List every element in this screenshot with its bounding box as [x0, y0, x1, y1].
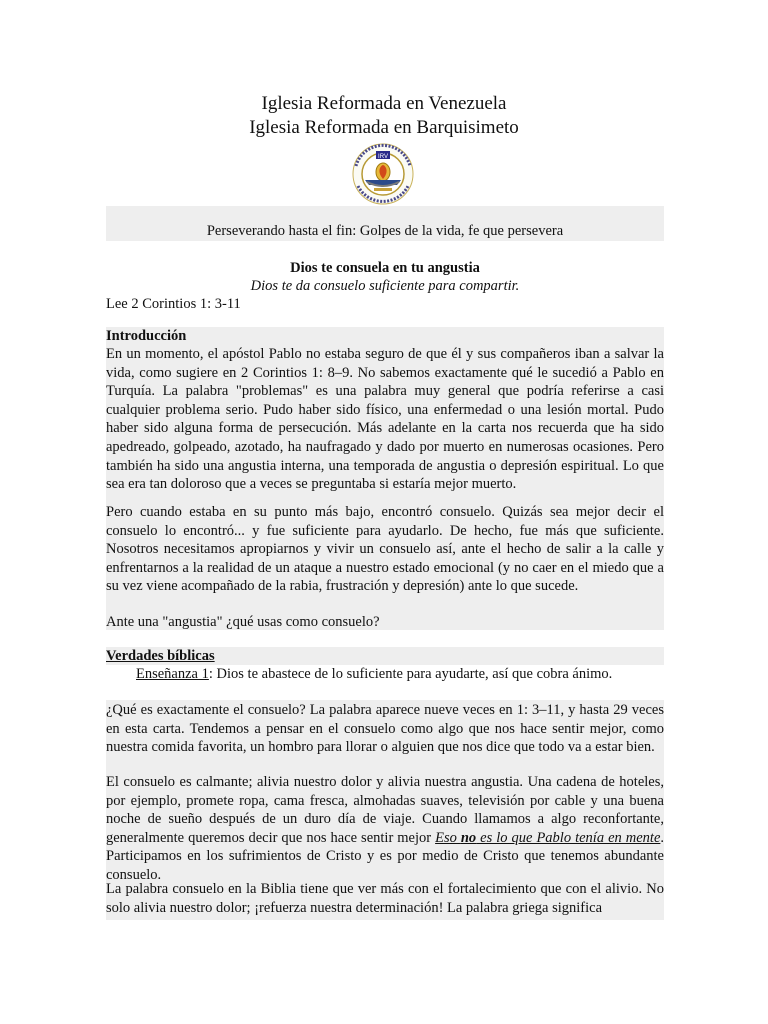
lesson-1-text: : Dios te abastece de lo suficiente para ayudarte, así que cobra ánimo.: [208, 666, 613, 682]
church-name-line-1: Iglesia Reformada en Venezuela: [261, 93, 507, 114]
emphasis-no: no: [460, 829, 477, 846]
intro-heading: Introducción: [106, 328, 187, 344]
intro-paragraph-2: Pero cuando estaba en su punto más bajo, encontró consuelo. Quizás sea mejor decir el consuelo lo encontró... y fue suficiente para ayudarlo. De hecho, fue más que suficiente. Nosotros necesitamos apropiarnos y vivir un consuelo así, ante el hecho de salir a la calle y enfrentarnos a la realidad de un ataque a nuestro estado emocional (y no caer en el miedo que a su vez viene acompañado de la rabia, frustración y depresión) ante lo que sucede.: [106, 504, 664, 595]
series-title: Perseverando hasta el fin: Golpes de la vida, fe que persevera: [206, 223, 564, 239]
church-name-line-2: Iglesia Reformada en Barquisimeto: [249, 117, 519, 138]
emphasis-part-2: es lo que Pablo tenía en mente: [476, 829, 661, 846]
church-seal-logo: [350, 142, 416, 206]
lesson-1: [106, 665, 664, 684]
intro-paragraph-1: En un momento, el apóstol Pablo no estaba seguro de que él y sus compañeros iban a salvar la vida, como sugiere en 2 Corintios 1: 8–9. No sabemos exactamente qué le sucedió a Pablo en Turquía. La palabra "problemas" es una palabra muy general que podría referirse a casi cualquier problema serio. Pudo haber sido físico, una enfermedad o una lesión mortal. Pudo haber sido alguna forma de persecución. Más adelante en la carta nos recuerda que ha sido apedreado, golpeado, azotado, ha naufragado y dado por muerto en numerosas ocasiones. Pero también ha sido una angustia interna, una temporada de angustia o depresión espiritual. Lo que sea era tan doloroso que a veces se preguntaba si estaría mejor muerto.: [106, 346, 664, 493]
truths-paragraph-3: La palabra consuelo en la Biblia tiene que ver más con el fortalecimiento que con el alivio. No solo alivia nuestro dolor; ¡refuerza nuestra determinación! La palabra griega significa: [106, 881, 664, 916]
truths-paragraph-2-start: El consuelo es calmante; alivia nuestro dolor y alivia nuestra angustia. Una cadena de hoteles, por ejemplo, promete ropa, cama fresca, almohadas suaves, televisión por cable y una buena noche de sueño después de un duro día de viaje. Cuando llamamos a algo reconfortante, generalmente queremos decir que nos hace sentir mejor: [106, 774, 664, 846]
sermon-subtitle: Dios te da consuelo suficiente para compartir.: [250, 278, 520, 294]
intro-question: Ante una "angustia" ¿qué usas como consuelo?: [106, 614, 380, 630]
sermon-title: Dios te consuela en tu angustia: [290, 260, 480, 276]
truths-paragraph-2-end: . Participamos en los sufrimientos de Cristo y es por medio de Cristo que tenemos abundante consuelo.: [106, 829, 664, 883]
emphasis-part-1: Eso: [435, 829, 461, 846]
scripture-reading: Lee 2 Corintios 1: 3-11: [106, 296, 241, 312]
lesson-1-label: Enseñanza 1: [136, 666, 209, 682]
svg-text:IRV: IRV: [378, 154, 388, 160]
truths-heading: Verdades bíblicas: [106, 648, 215, 664]
truths-paragraph-1: ¿Qué es exactamente el consuelo? La palabra aparece nueve veces en 1: 3–11, y hasta 29 veces en esta carta. Tendemos a pensar en el consuelo como algo que nos hace sentir mejor, como nuestra comida favorita, un hombro para llorar o alguien que nos dice que todo va a estar bien.: [106, 702, 664, 756]
emphasis-phrase: [435, 830, 660, 846]
truths-paragraph-2: [106, 773, 664, 885]
